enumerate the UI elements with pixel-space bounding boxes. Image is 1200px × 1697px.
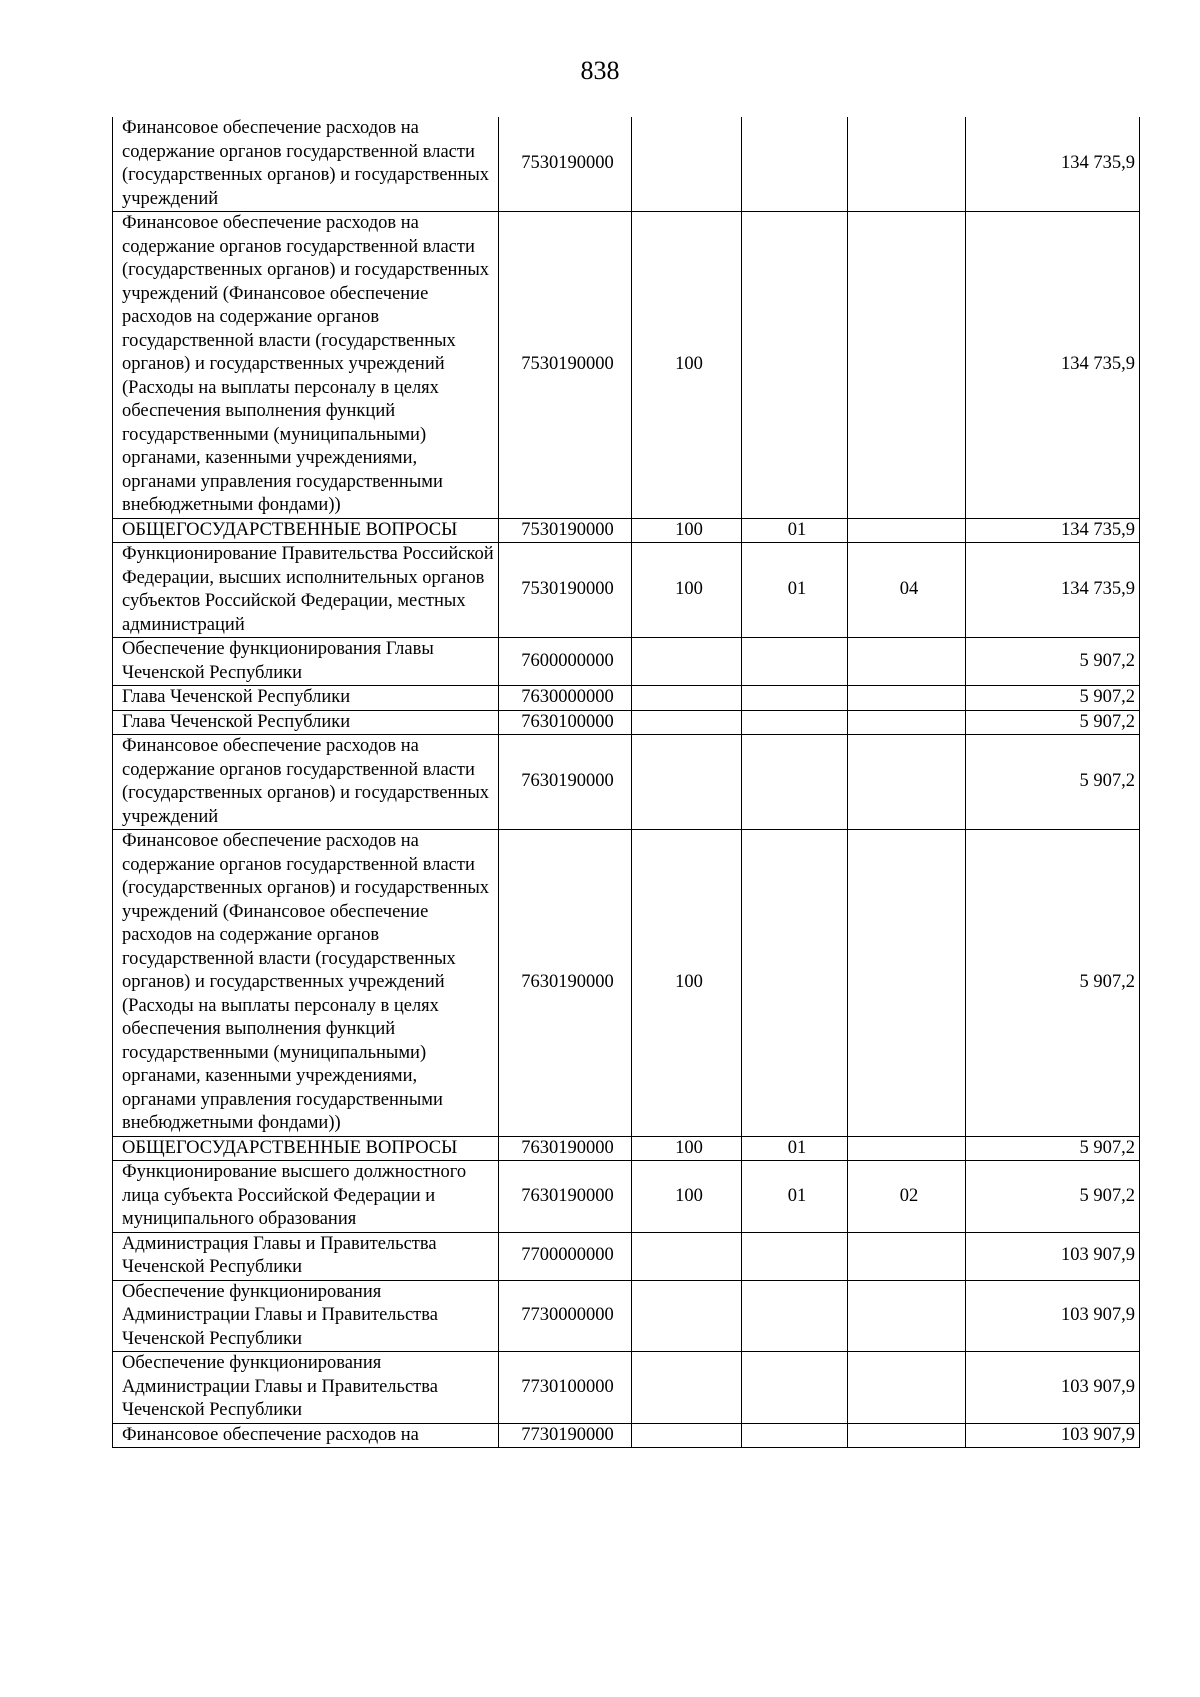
subsection-cell: [848, 1136, 966, 1161]
subsection-cell: [848, 212, 966, 519]
expense-type-cell: 100: [632, 518, 742, 543]
section-cell: [742, 1232, 848, 1280]
amount-cell: 5 907,2: [966, 1136, 1140, 1161]
subsection-cell: [848, 1280, 966, 1352]
table-row: [113, 518, 1140, 543]
target-article-cell: 7530190000: [499, 117, 632, 212]
section-cell: [742, 1423, 848, 1448]
expense-type-cell: 100: [632, 543, 742, 638]
expense-type-cell: 100: [632, 212, 742, 519]
amount-cell: 5 907,2: [966, 1161, 1140, 1233]
expense-type-cell: [632, 638, 742, 686]
amount-cell: 5 907,2: [966, 638, 1140, 686]
expense-type-cell: [632, 686, 742, 711]
section-cell: [742, 686, 848, 711]
amount-cell: 134 735,9: [966, 543, 1140, 638]
section-cell: [742, 1280, 848, 1352]
subsection-cell: [848, 735, 966, 830]
expense-type-cell: [632, 710, 742, 735]
section-cell: [742, 212, 848, 519]
expense-name-cell: ОБЩЕГОСУДАРСТВЕННЫЕ ВОПРОСЫ: [113, 518, 499, 543]
subsection-cell: [848, 638, 966, 686]
expense-name-cell: Глава Чеченской Республики: [113, 710, 499, 735]
amount-cell: 134 735,9: [966, 518, 1140, 543]
page-number: 838: [580, 56, 620, 85]
expense-name-cell: Обеспечение функционирования Администрации Главы и Правительства Чеченской Республики: [113, 1280, 499, 1352]
section-cell: 01: [742, 1136, 848, 1161]
amount-cell: 5 907,2: [966, 710, 1140, 735]
table-row: [113, 710, 1140, 735]
subsection-cell: [848, 117, 966, 212]
expense-type-cell: 100: [632, 1136, 742, 1161]
target-article-cell: 7730190000: [499, 1423, 632, 1448]
amount-cell: 134 735,9: [966, 117, 1140, 212]
subsection-cell: 04: [848, 543, 966, 638]
section-cell: 01: [742, 543, 848, 638]
subsection-cell: [848, 830, 966, 1137]
section-cell: [742, 830, 848, 1137]
amount-cell: 5 907,2: [966, 830, 1140, 1137]
table-row: [113, 1232, 1140, 1280]
subsection-cell: 02: [848, 1161, 966, 1233]
expense-name-cell: ОБЩЕГОСУДАРСТВЕННЫЕ ВОПРОСЫ: [113, 1136, 499, 1161]
target-article-cell: 7730100000: [499, 1352, 632, 1424]
table-row: [113, 638, 1140, 686]
table-row: [113, 1352, 1140, 1424]
section-cell: 01: [742, 518, 848, 543]
expense-type-cell: [632, 117, 742, 212]
expense-name-cell: Финансовое обеспечение расходов на содержание органов государственной власти (государственных органов) и государственных учреждений: [113, 735, 499, 830]
table-row: [113, 686, 1140, 711]
target-article-cell: 7630190000: [499, 735, 632, 830]
target-article-cell: 7630190000: [499, 1136, 632, 1161]
table-row: [113, 735, 1140, 830]
expense-name-cell: Финансовое обеспечение расходов на содержание органов государственной власти (государственных органов) и государственных учреждений (Финансовое обеспечение расходов на содержание органов государственной власти (государственных органов) и государственных учреждений (Расходы на выплаты персоналу в целях обеспечения выполнения функций государственными (муниципальными) органами, казенными учреждениями, органами управления государственными внебюджетными фондами)): [113, 830, 499, 1137]
expense-type-cell: 100: [632, 1161, 742, 1233]
target-article-cell: 7600000000: [499, 638, 632, 686]
table-row: [113, 543, 1140, 638]
target-article-cell: 7630100000: [499, 710, 632, 735]
target-article-cell: 7630190000: [499, 830, 632, 1137]
subsection-cell: [848, 1352, 966, 1424]
subsection-cell: [848, 1232, 966, 1280]
target-article-cell: 7530190000: [499, 212, 632, 519]
table-row: [113, 1136, 1140, 1161]
expense-name-cell: Обеспечение функционирования Главы Чеченской Республики: [113, 638, 499, 686]
expense-name-cell: Глава Чеченской Республики: [113, 686, 499, 711]
expense-type-cell: [632, 1423, 742, 1448]
subsection-cell: [848, 1423, 966, 1448]
target-article-cell: 7630000000: [499, 686, 632, 711]
expense-name-cell: Финансовое обеспечение расходов на содержание органов государственной власти (государственных органов) и государственных учреждений: [113, 117, 499, 212]
expense-name-cell: Функционирование Правительства Российской Федерации, высших исполнительных органов субъектов Российской Федерации, местных администраций: [113, 543, 499, 638]
expense-type-cell: [632, 1280, 742, 1352]
target-article-cell: 7530190000: [499, 543, 632, 638]
section-cell: [742, 1352, 848, 1424]
expense-name-cell: Финансовое обеспечение расходов на содержание органов государственной власти (государственных органов) и государственных учреждений (Финансовое обеспечение расходов на содержание органов государственной власти (государственных органов) и государственных учреждений (Расходы на выплаты персоналу в целях обеспечения выполнения функций государственными (муниципальными) органами, казенными учреждениями, органами управления государственными внебюджетными фондами)): [113, 212, 499, 519]
expense-name-cell: Обеспечение функционирования Администрации Главы и Правительства Чеченской Республики: [113, 1352, 499, 1424]
amount-cell: 5 907,2: [966, 735, 1140, 830]
amount-cell: 103 907,9: [966, 1352, 1140, 1424]
table-row: [113, 1280, 1140, 1352]
table-row: [113, 117, 1140, 212]
amount-cell: 103 907,9: [966, 1232, 1140, 1280]
expense-type-cell: [632, 1352, 742, 1424]
subsection-cell: [848, 518, 966, 543]
expense-name-cell: Администрация Главы и Правительства Чеченской Республики: [113, 1232, 499, 1280]
section-cell: [742, 735, 848, 830]
target-article-cell: 7630190000: [499, 1161, 632, 1233]
subsection-cell: [848, 710, 966, 735]
amount-cell: 103 907,9: [966, 1423, 1140, 1448]
section-cell: [742, 117, 848, 212]
table-row: [113, 1423, 1140, 1448]
target-article-cell: 7530190000: [499, 518, 632, 543]
budget-table: [112, 117, 1140, 1448]
target-article-cell: 7700000000: [499, 1232, 632, 1280]
amount-cell: 134 735,9: [966, 212, 1140, 519]
expense-type-cell: [632, 1232, 742, 1280]
budget-table-body: [113, 117, 1140, 1448]
amount-cell: 103 907,9: [966, 1280, 1140, 1352]
section-cell: [742, 710, 848, 735]
table-row: [113, 212, 1140, 519]
table-row: [113, 830, 1140, 1137]
target-article-cell: 7730000000: [499, 1280, 632, 1352]
section-cell: 01: [742, 1161, 848, 1233]
amount-cell: 5 907,2: [966, 686, 1140, 711]
table-row: [113, 1161, 1140, 1233]
expense-name-cell: Финансовое обеспечение расходов на: [113, 1423, 499, 1448]
section-cell: [742, 638, 848, 686]
expense-type-cell: [632, 735, 742, 830]
expense-name-cell: Функционирование высшего должностного лица субъекта Российской Федерации и муниципального образования: [113, 1161, 499, 1233]
expense-type-cell: 100: [632, 830, 742, 1137]
subsection-cell: [848, 686, 966, 711]
